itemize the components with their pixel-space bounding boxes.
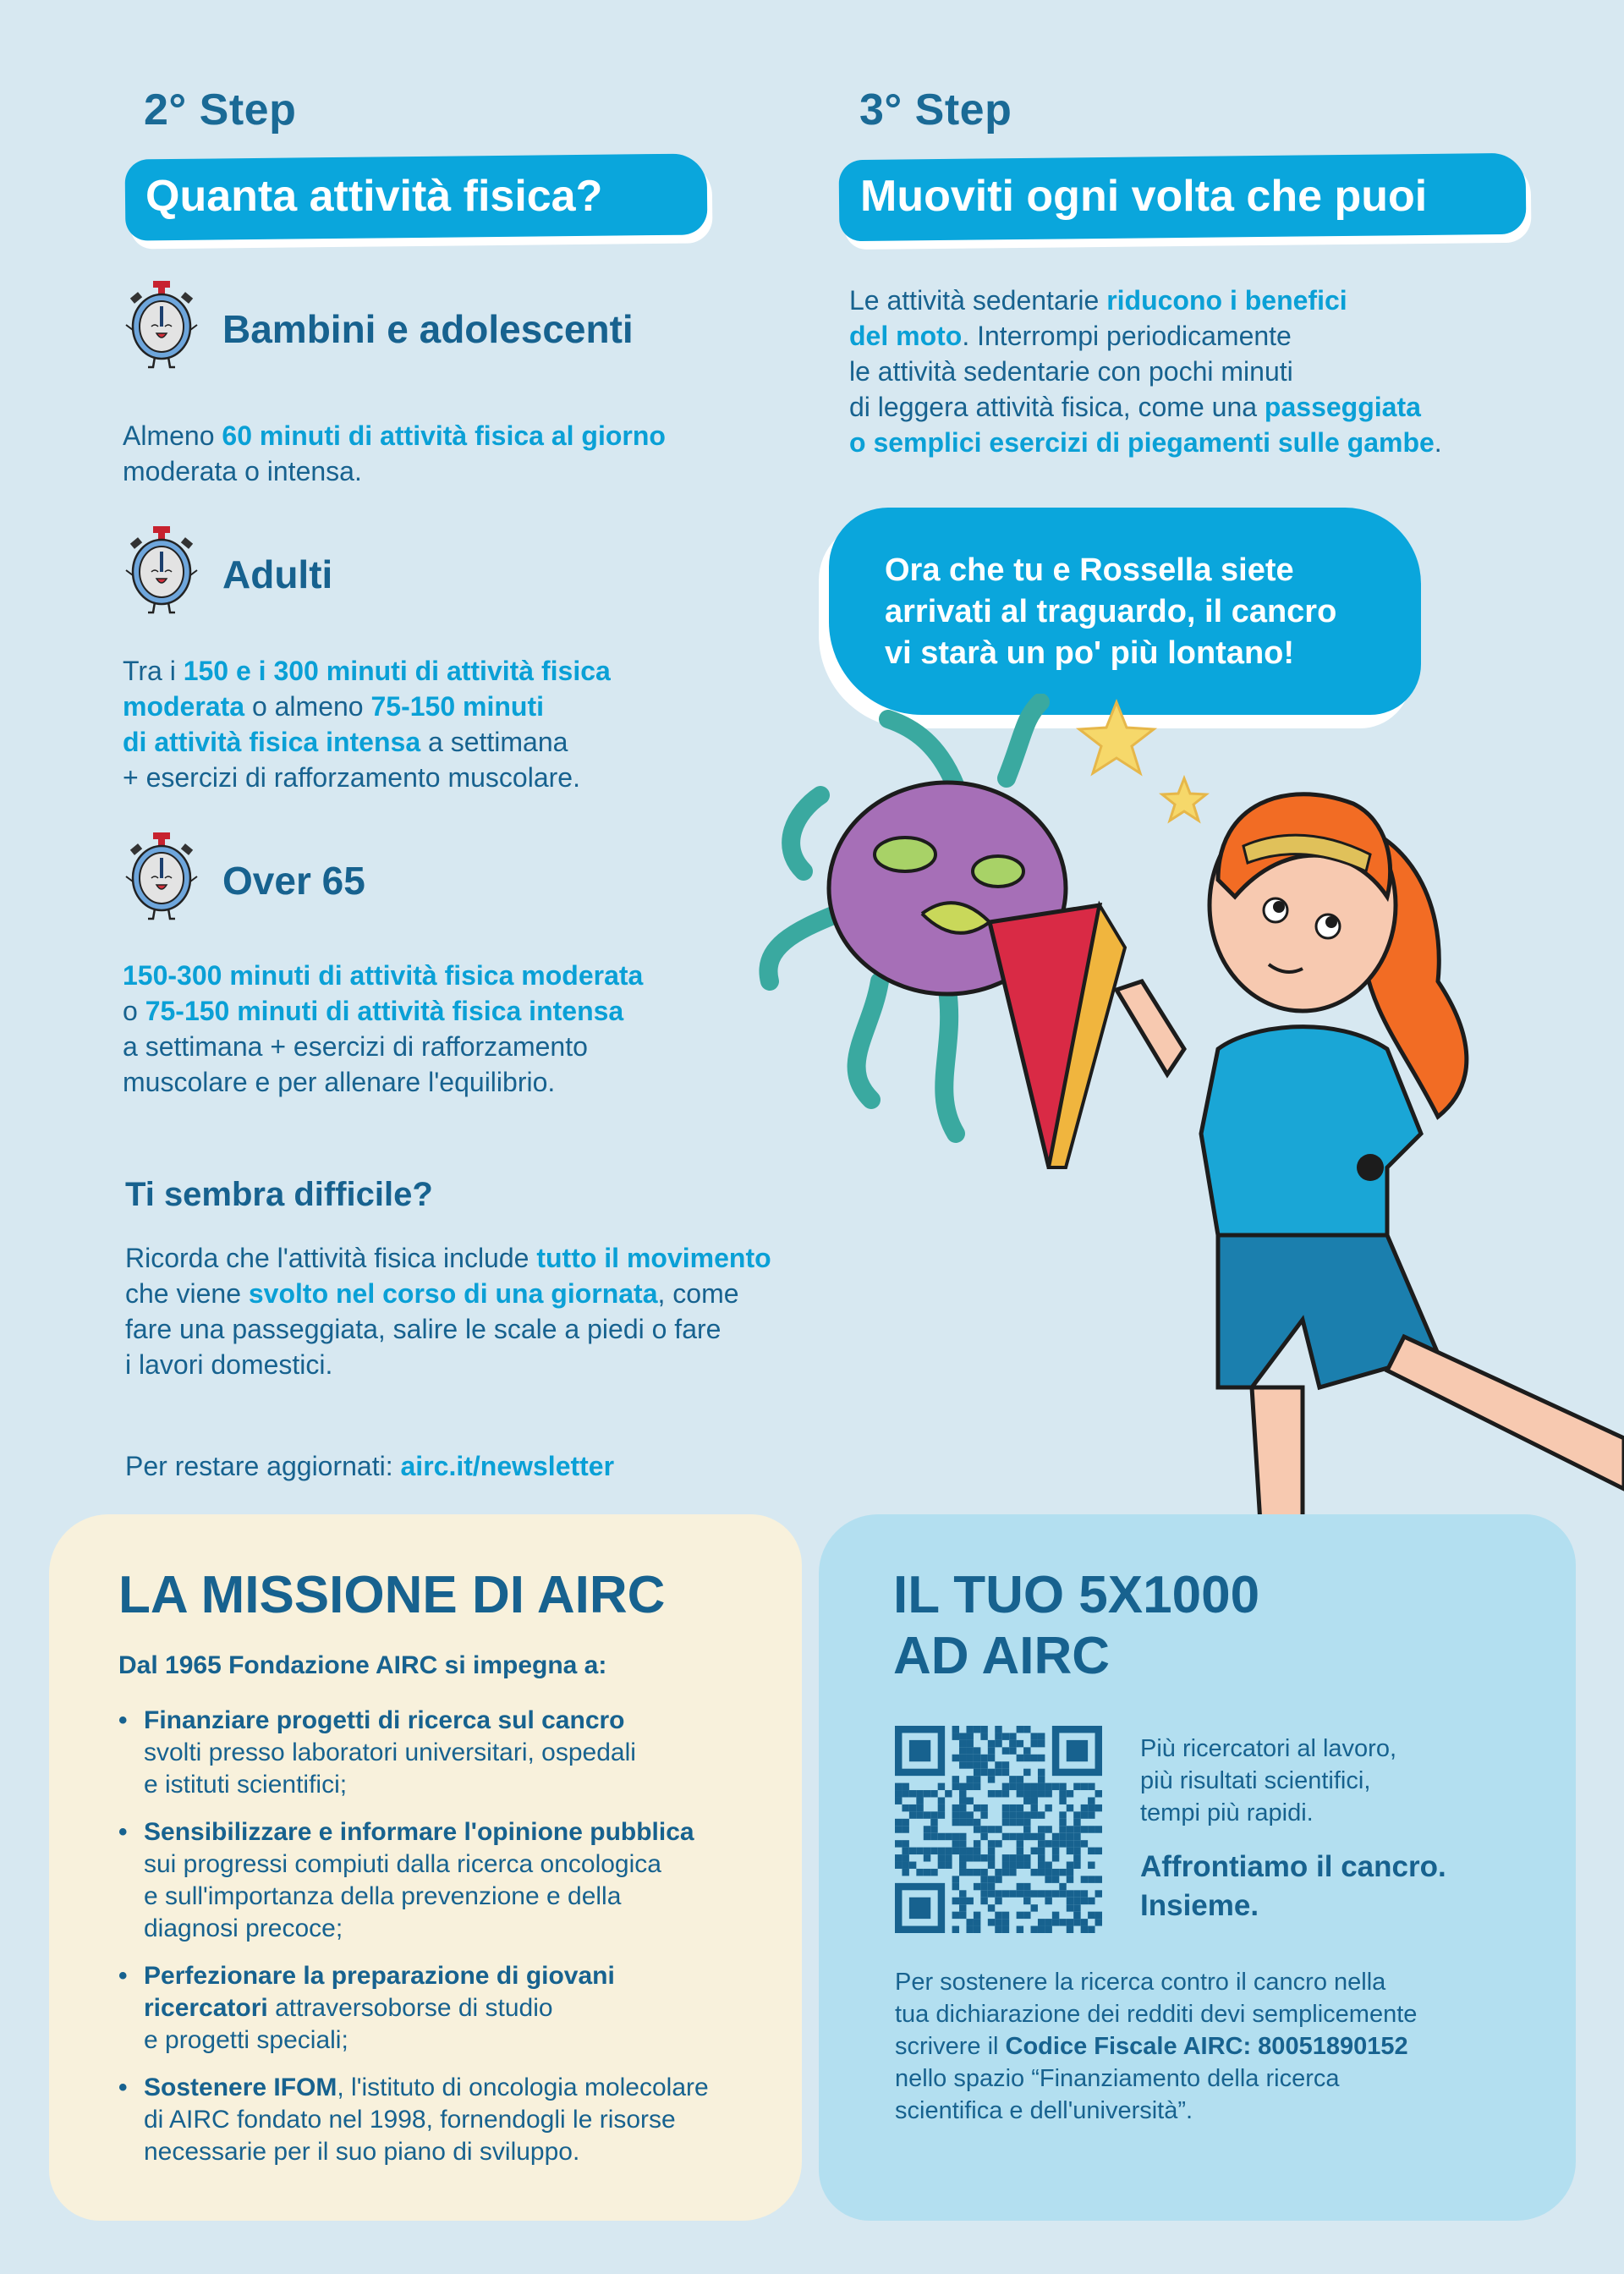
mission-item: • Sensibilizzare e informare l'opinione pubblica sui progressi compiuti dalla ricerca oncologica e sull'importanza della prevenzione e della diagnosi precoce; — [118, 1816, 787, 1945]
text-segment: . — [1434, 427, 1442, 458]
text-segment: o — [123, 996, 138, 1026]
highlight-text: 75-150 minuti di attività fisica intensa — [123, 691, 544, 757]
highlight-text: 150 e i 300 minuti di attività fisica moderata — [123, 656, 611, 722]
donation-title-line2: AD AIRC — [893, 1627, 1111, 1685]
speech-bubble-text: Ora che tu e Rossella siete arrivati al traguardo, il cancro vi starà un po' più lontano! — [885, 552, 1337, 671]
newsletter-line — [125, 1448, 614, 1484]
category-over65 — [123, 831, 365, 930]
donation-title-line1: IL TUO 5X1000 — [893, 1566, 1260, 1624]
newsletter-label: Per restare aggiornati: — [125, 1451, 401, 1481]
donation-title — [893, 1565, 1259, 1687]
shield-weapon — [990, 905, 1125, 1167]
mission-item: • Finanziare progetti di ricerca sul cancro svolti presso laboratori universitari, ospedali e istituti scientifici; — [118, 1705, 787, 1801]
star-icon — [1079, 702, 1206, 821]
donation-benefits: Più ricercatori al lavoro, più risultati scientifici, tempi più rapidi. — [1140, 1735, 1396, 1826]
text-segment: a settimana + esercizi di rafforzamento muscolare. — [123, 727, 580, 793]
text-segment: Tra i — [123, 656, 184, 686]
text-segment: o almeno — [244, 691, 371, 722]
highlight-text: 75-150 minuti di attività fisica intensa — [145, 996, 624, 1026]
mission-list — [118, 1705, 787, 2183]
qr-code-icon[interactable] — [895, 1726, 1102, 1933]
category-children — [123, 279, 634, 378]
text-segment: a settimana + esercizi di rafforzamento muscolare e per allenare l'equilibrio. — [123, 1031, 588, 1097]
text-segment: Almeno — [123, 420, 222, 451]
mission-title: LA MISSIONE DI AIRC — [118, 1566, 666, 1624]
step3-label: 3° Step — [859, 85, 1012, 135]
step2-label: 2° Step — [144, 85, 297, 135]
step3-banner-title: Muoviti ogni volta che puoi — [860, 172, 1428, 221]
text-segment: , come fare una passeggiata, salire le scale a piedi o fare i lavori domestici. — [125, 1278, 739, 1380]
highlight-text: 60 minuti di attività fisica al giorno — [222, 420, 666, 451]
category-title: Over 65 — [222, 858, 365, 903]
step3-text — [849, 283, 1560, 460]
category-children-text — [123, 418, 782, 489]
category-adults-text — [123, 653, 782, 795]
text-segment: che viene — [125, 1278, 241, 1309]
highlight-text: passeggiata o semplici esercizi di piegamenti sulle gambe — [849, 392, 1435, 458]
stopwatch-icon — [123, 279, 200, 378]
donation-slogan: Affrontiamo il cancro. Insieme. — [1140, 1850, 1446, 1922]
category-title: Bambini e adolescenti — [222, 306, 634, 351]
highlight-text: svolto nel corso di una giornata — [248, 1278, 658, 1309]
highlight-text: 150-300 minuti di attività fisica moderata — [123, 960, 644, 991]
text-segment: moderata o intensa. — [123, 456, 362, 486]
mission-intro: Dal 1965 Fondazione AIRC si impegna a: — [118, 1651, 607, 1679]
category-adults — [123, 525, 332, 623]
category-over65-text — [123, 958, 816, 1100]
text-segment: Ricorda che l'attività fisica include — [125, 1243, 537, 1273]
mission-item: • Sostenere IFOM, l'istituto di oncologia molecolare di AIRC fondato nel 1998, fornendogli le risorse necessarie per il suo piano di sviluppo. — [118, 2072, 787, 2168]
difficult-title: Ti sembra difficile? — [125, 1176, 433, 1213]
newsletter-link[interactable]: airc.it/newsletter — [400, 1451, 615, 1481]
highlight-text: riducono i benefici del moto — [849, 285, 1347, 351]
text-segment: . Interrompi periodicamente le attività sedentarie con pochi minuti di leggera attività fisica, come una — [849, 321, 1293, 422]
stopwatch-icon — [123, 831, 200, 930]
highlight-text: tutto il movimento — [536, 1243, 771, 1273]
step2-banner-title: Quanta attività fisica? — [145, 172, 603, 221]
mission-item: • Perfezionare la preparazione di giovani ricercatori attraversoborse di studio e progetti speciali; — [118, 1960, 787, 2057]
stopwatch-icon — [123, 525, 200, 623]
codice-fiscale: Codice Fiscale AIRC: 80051890152 — [1005, 2033, 1408, 2060]
donation-instructions: Per sostenere la ricerca contro il cancro nella tua dichiarazione dei redditi devi semplicemente scrivere il Codice Fiscale AIRC: 80051890152 nello spazio “Finanziamento della ricerca scientifica e dell'università”. — [895, 1969, 1418, 2124]
girl-character-rossella — [1116, 794, 1624, 1523]
text-segment: Le attività sedentarie — [849, 285, 1107, 316]
category-title: Adulti — [222, 552, 333, 596]
illustration — [744, 694, 1624, 1523]
